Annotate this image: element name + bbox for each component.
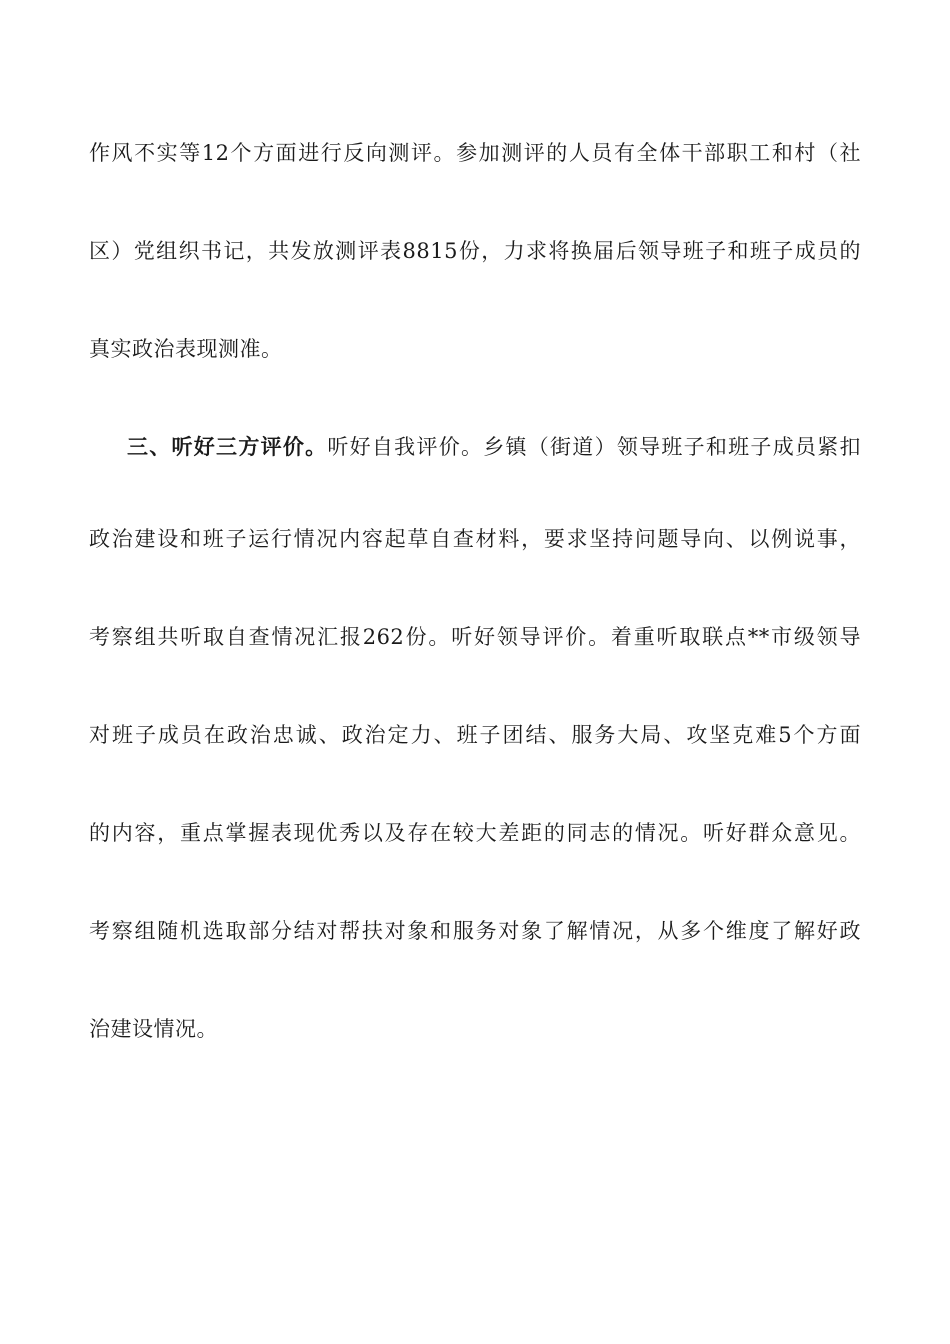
paragraph-2-line-4: 对班子成员在政治忠诚、政治定力、班子团结、服务大局、攻坚克难5个方面: [89, 723, 861, 747]
paragraph-2-line-3: 考察组共听取自查情况汇报262份。听好领导评价。着重听取联点**市级领导: [89, 625, 861, 649]
paragraph-2-line-2: 政治建设和班子运行情况内容起草自查材料，要求坚持问题导向、以例说事，: [89, 527, 861, 551]
section-heading: 三、听好三方评价。: [127, 434, 328, 459]
paragraph-1-line-3: 真实政治表现测准。: [89, 337, 283, 361]
paragraph-2-line-7: 治建设情况。: [89, 1017, 218, 1041]
paragraph-1-line-2: 区）党组织书记，共发放测评表8815份，力求将换届后领导班子和班子成员的: [89, 239, 861, 263]
paragraph-2-line-1: [127, 432, 861, 462]
paragraph-2-line-6: 考察组随机选取部分结对帮扶对象和服务对象了解情况，从多个维度了解好政: [89, 919, 861, 943]
paragraph-1-line-1: 作风不实等12个方面进行反向测评。参加测评的人员有全体干部职工和村（社: [89, 141, 861, 165]
paragraph-2-line-5: 的内容，重点掌握表现优秀以及存在较大差距的同志的情况。听好群众意见。: [89, 821, 861, 845]
paragraph-2-line-1-text: 听好自我评价。乡镇（街道）领导班子和班子成员紧扣: [327, 435, 861, 459]
